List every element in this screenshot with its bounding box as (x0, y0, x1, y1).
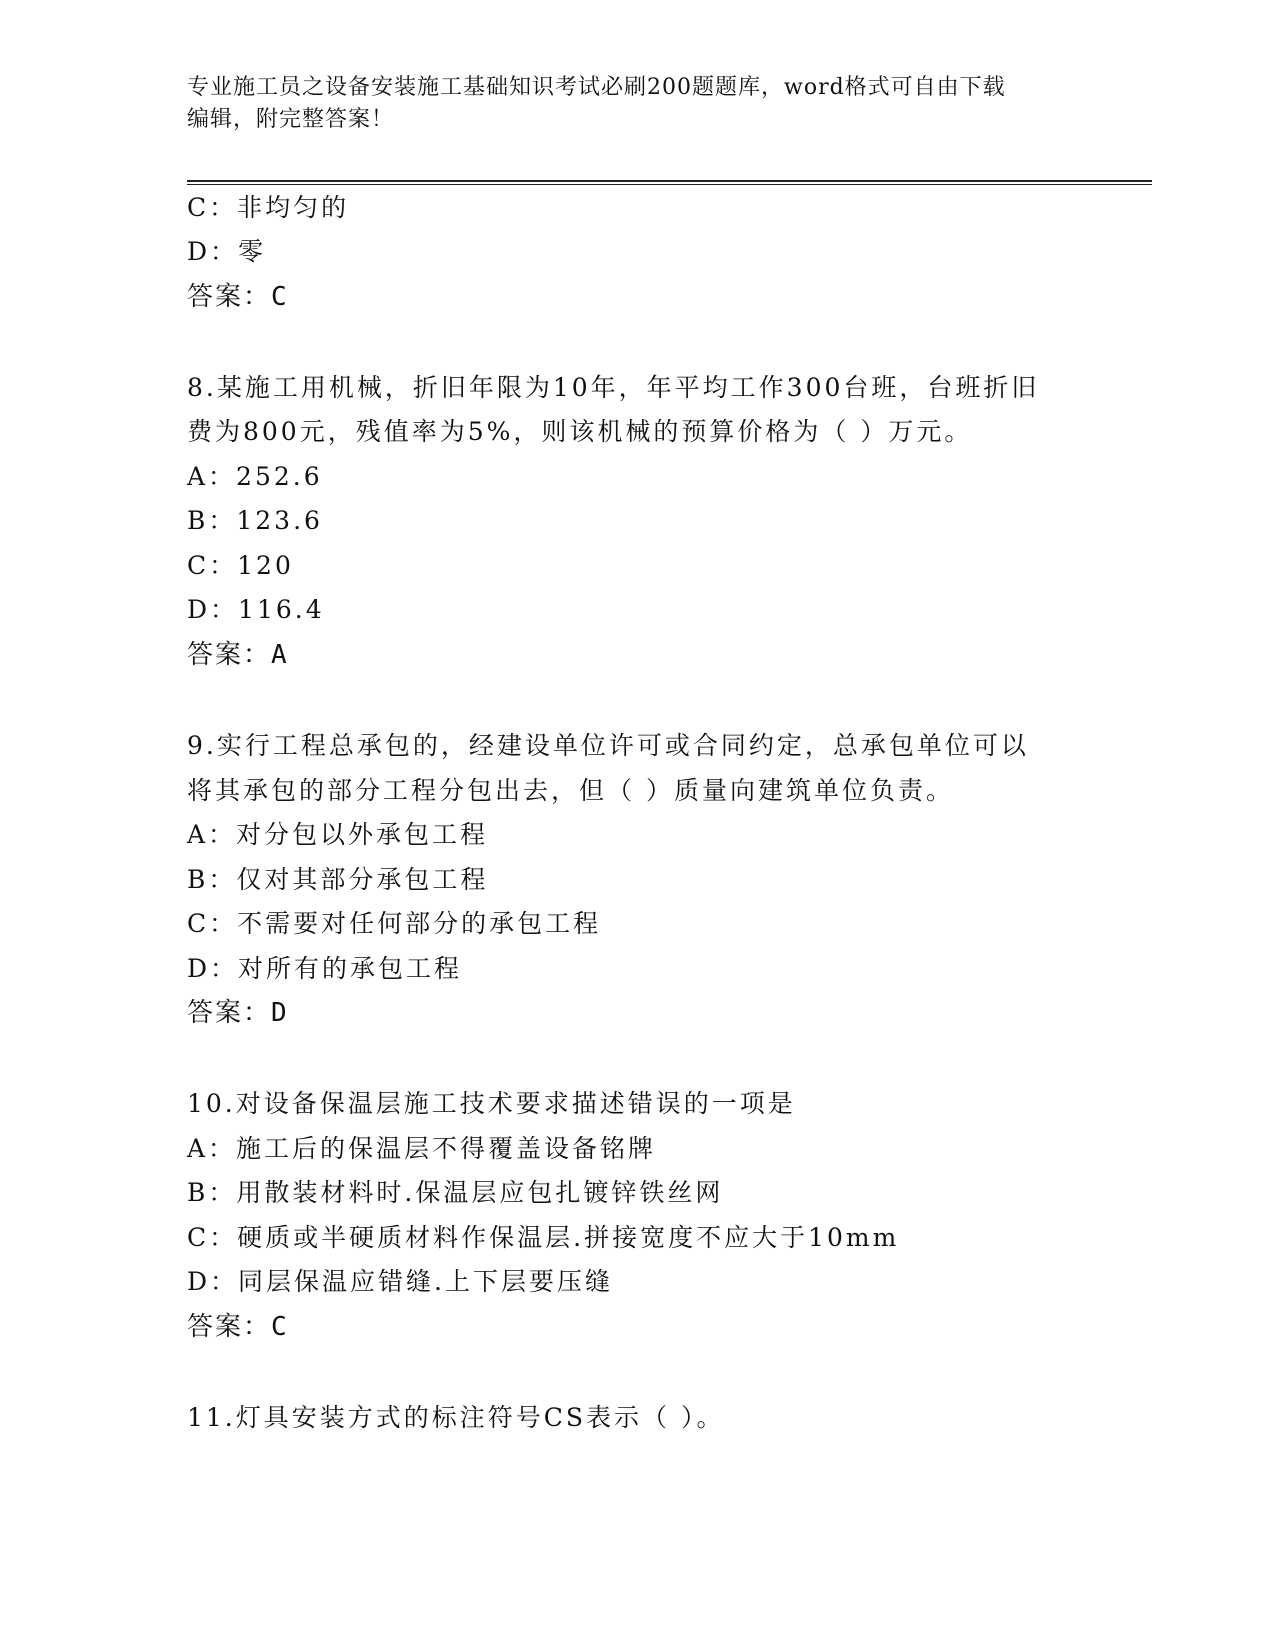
answer-value: C (271, 1312, 289, 1342)
answer-label: 答案： (187, 1312, 272, 1342)
q11-stem-line1: 11.灯具安装方式的标注符号CS表示（ ）。 (187, 1403, 725, 1432)
q8-option-a: A：252.6 (187, 462, 323, 491)
q9-option-b: B：仅对其部分承包工程 (187, 865, 489, 894)
q7-option-c: C：非均匀的 (187, 193, 350, 222)
q8-option-b: B：123.6 (187, 506, 323, 535)
q7-answer (187, 281, 289, 313)
q10-stem-line1: 10.对设备保温层施工技术要求描述错误的一项是 (187, 1089, 796, 1118)
q9-stem-line2: 将其承包的部分工程分包出去，但（ ）质量向建筑单位负责。 (187, 776, 954, 805)
q8-answer (187, 639, 289, 671)
answer-label: 答案： (187, 282, 272, 312)
q10-option-b: B：用散装材料时.保温层应包扎镀锌铁丝网 (187, 1178, 724, 1207)
answer-value: C (271, 282, 289, 312)
q9-option-d: D：对所有的承包工程 (187, 954, 463, 983)
answer-label: 答案： (187, 640, 272, 670)
q8-option-c: C：120 (187, 551, 294, 580)
answer-value: D (271, 998, 289, 1028)
q8-stem-line2: 费为800元，残值率为5%，则该机械的预算价格为（ ）万元。 (187, 417, 973, 446)
q9-stem-line1: 9.实行工程总承包的，经建设单位许可或合同约定，总承包单位可以 (187, 731, 1029, 760)
q10-option-c: C：硬质或半硬质材料作保温层.拼接宽度不应大于10mm (187, 1223, 900, 1252)
header-title-line2: 编辑，附完整答案！ (187, 107, 395, 132)
answer-value: A (271, 640, 289, 670)
q10-answer (187, 1311, 289, 1343)
q7-option-d: D：零 (187, 237, 267, 266)
q9-answer (187, 997, 289, 1029)
header-title-line1: 专业施工员之设备安装施工基础知识考试必刷200题题库，word格式可自由下载 (187, 75, 1006, 100)
document-header (187, 72, 1087, 136)
q9-option-c: C：不需要对任何部分的承包工程 (187, 909, 602, 938)
header-divider-thick (187, 180, 1152, 182)
q9-option-a: A：对分包以外承包工程 (187, 820, 489, 849)
q8-stem-line1: 8.某施工用机械，折旧年限为10年，年平均工作300台班，台班折旧 (187, 373, 1040, 402)
q8-option-d: D：116.4 (187, 595, 325, 624)
header-divider-thin (187, 184, 1152, 185)
q10-option-a: A：施工后的保温层不得覆盖设备铭牌 (187, 1134, 657, 1163)
q10-option-d: D：同层保温应错缝.上下层要压缝 (187, 1267, 613, 1296)
answer-label: 答案： (187, 998, 272, 1028)
